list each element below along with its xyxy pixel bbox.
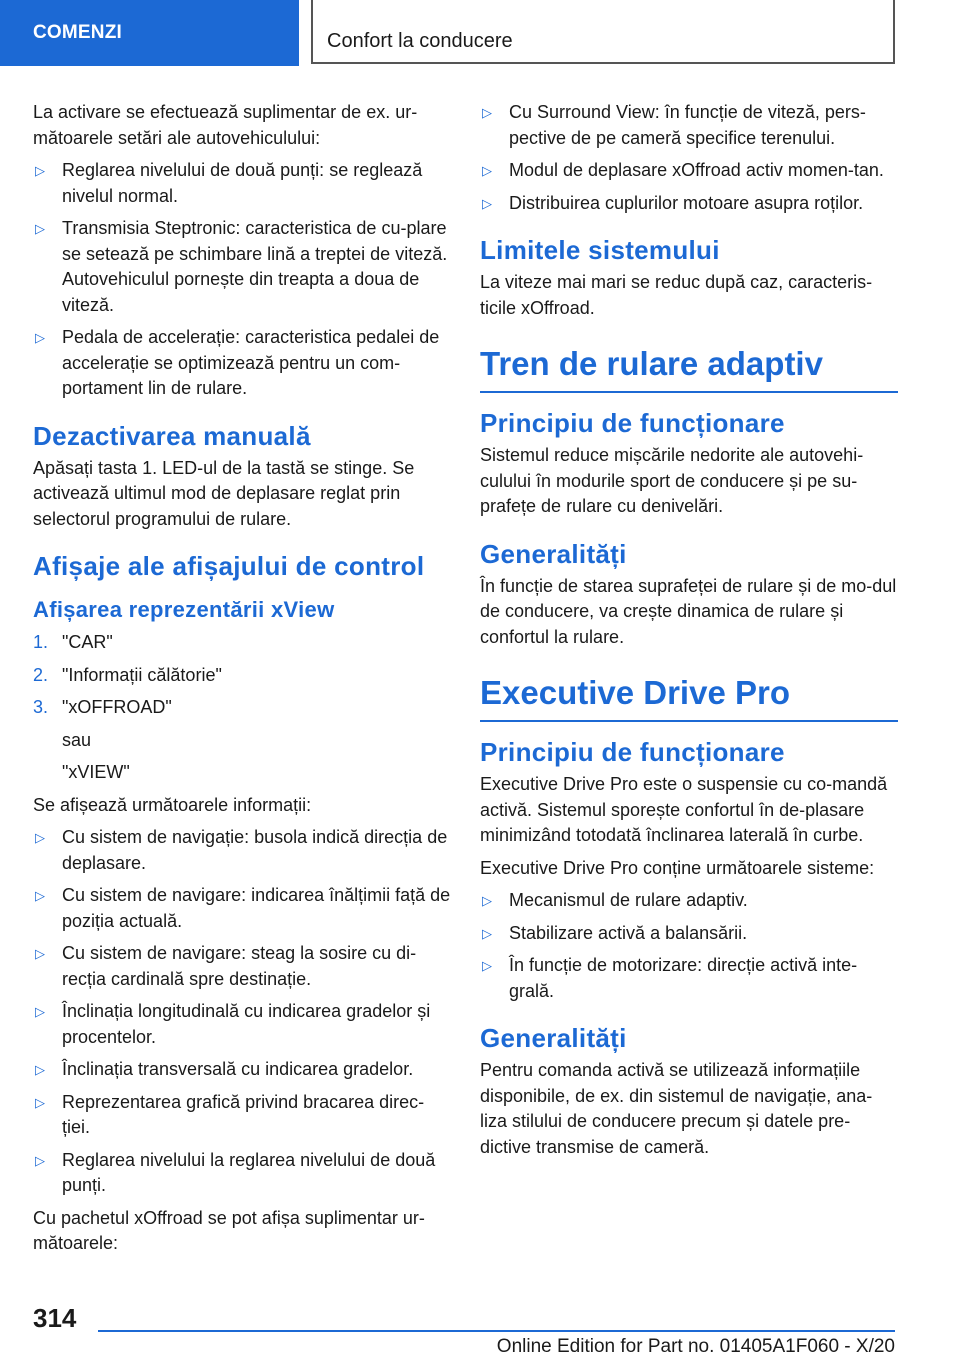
right-column <box>480 100 898 1167</box>
heading-control-display: Afișaje ale afișajului de control <box>33 551 425 581</box>
systems-list <box>480 888 898 1004</box>
list-item: ▷ Transmisia Steptronic: caracteristica de cu-plare se setează pe schimbare lină a treptei de viteză. Autovehiculul pornește din treapta a doua de viteză. <box>35 218 448 315</box>
triangle-bullet-icon: ▷ <box>482 893 492 908</box>
general-1-text: În funcție de starea suprafeței de rulare și de mo-dul de conducere, va crește dinamica de rulare și confortul la rulare. <box>480 575 897 647</box>
list-item: ▷ În funcție de motorizare: direcție activă inte-grală. <box>482 955 858 1001</box>
info-intro: Se afișează următoarele informații: <box>33 794 312 815</box>
heading-principle-1: Principiu de funcționare <box>480 408 785 438</box>
triangle-bullet-icon: ▷ <box>35 830 45 845</box>
list-item: 2. "Informații călătorie" <box>33 664 222 685</box>
heading-general-1: Generalități <box>480 538 627 569</box>
triangle-bullet-icon: ▷ <box>482 195 492 211</box>
list-item: ▷ Modul de deplasare xOffroad activ momen-tan. <box>480 158 898 184</box>
triangle-bullet-icon: ▷ <box>35 1004 45 1019</box>
triangle-bullet-icon: ▷ <box>482 163 492 178</box>
triangle-bullet-icon: ▷ <box>35 330 45 345</box>
activation-settings-list <box>33 158 451 402</box>
chapter-tab[interactable]: Confort la conducere <box>311 0 895 64</box>
page-header <box>0 0 960 66</box>
list-item: ▷ Cu sistem de navigare: indicarea înălțimii față de poziția actuală. <box>35 885 451 931</box>
list-item: ▷ Înclinația transversală cu indicarea gradelor. <box>33 1057 451 1083</box>
principle-1-text: Sistemul reduce mișcările nedorite ale autovehi-culului în modurile sport de conducere și pe su-prafețe de rulare cu denivelări. <box>480 445 864 516</box>
list-item: ▷ Cu Surround View: în funcție de viteză, pers-pective de pe cameră specifice terenului. <box>482 102 866 148</box>
triangle-bullet-icon: ▷ <box>35 1062 45 1077</box>
triangle-bullet-icon: ▷ <box>35 1094 45 1110</box>
or-word: sau <box>62 729 92 750</box>
triangle-bullet-icon: ▷ <box>35 163 45 178</box>
triangle-bullet-icon: ▷ <box>35 946 45 961</box>
section-tab[interactable]: COMENZI <box>0 0 299 66</box>
list-item: ▷ Stabilizare activă a balansării. <box>480 921 898 947</box>
heading-system-limits: Limitele sistemului <box>480 235 720 265</box>
list-item: 1. "CAR" <box>33 632 113 652</box>
heading-manual-deactivation: Dezactivarea manuală <box>33 420 311 451</box>
xoffroad-outro: Cu pachetul xOffroad se pot afișa suplimentar ur-mătoarele: <box>33 1207 425 1253</box>
triangle-bullet-icon: ▷ <box>482 105 492 120</box>
left-column <box>33 100 451 1264</box>
systems-intro: Executive Drive Pro conține următoarele sisteme: <box>480 857 875 878</box>
xoffroad-extras-list <box>480 100 898 216</box>
list-item: ▷ Mecanismul de rulare adaptiv. <box>480 888 898 914</box>
footer-divider <box>98 1330 895 1332</box>
list-item: ▷ Reglarea nivelului de două punți: se reglează nivelul normal. <box>35 160 423 206</box>
heading-adaptive-suspension: Tren de rulare adaptiv <box>480 343 898 393</box>
heading-xview-display: Afișarea reprezentării xView <box>33 597 335 622</box>
list-item: ▷ Cu sistem de navigație: busola indică direcția de deplasare. <box>35 827 448 873</box>
list-item: ▷ Înclinația longitudinală cu indicarea gradelor și procentelor. <box>35 1001 431 1047</box>
intro-paragraph: La activare se efectuează suplimentar de ex. ur-mătoarele setări ale autovehiculului: <box>33 102 418 148</box>
triangle-bullet-icon: ▷ <box>482 925 492 941</box>
system-limits-text: La viteze mai mari se reduc după caz, caracteris-ticile xOffroad. <box>480 272 873 318</box>
triangle-bullet-icon: ▷ <box>482 958 492 973</box>
display-options-list <box>33 630 451 721</box>
heading-general-2: Generalități <box>480 1023 627 1053</box>
general-2-text: Pentru comanda activă se utilizează informațiile disponibile, de ex. din sistemul de navigație, ana-liza stilului de conducere precum și datele pre-dictive transmise de cameră. <box>480 1060 873 1157</box>
list-item: ▷ Distribuirea cuplurilor motoare asupra roților. <box>480 191 898 217</box>
xview-item: "xVIEW" <box>62 762 130 782</box>
triangle-bullet-icon: ▷ <box>35 888 45 903</box>
triangle-bullet-icon: ▷ <box>35 221 45 236</box>
principle-2-text: Executive Drive Pro este o suspensie cu co-mandă activă. Sistemul sporește confortul în de-plasare minimizând totodată înclinarea laterală în curbe. <box>480 774 888 845</box>
list-item: ▷ Reglarea nivelului la reglarea nivelului de două punți. <box>35 1149 436 1195</box>
heading-executive-drive-pro: Executive Drive Pro <box>480 672 898 722</box>
footer-edition: Online Edition for Part no. 01405A1F060 - X/20 <box>496 1336 895 1357</box>
list-item: ▷ Reprezentarea grafică privind bracarea direc-ției. <box>35 1091 425 1137</box>
list-item: 3. "xOFFROAD" <box>33 697 172 717</box>
displayed-info-list <box>33 825 451 1199</box>
manual-deactivation-text: Apăsați tasta 1. LED-ul de la tastă se stinge. Se activează ultimul mod de deplasare reglat prin selectorul programului de rulare. <box>33 457 415 529</box>
heading-principle-2: Principiu de funcționare <box>480 737 785 767</box>
triangle-bullet-icon: ▷ <box>35 1152 45 1168</box>
list-item: ▷ Cu sistem de navigare: steag la sosire cu di-recția cardinală spre destinație. <box>35 943 417 989</box>
list-item: ▷ Pedala de accelerație: caracteristica pedalei de accelerație se optimizează pentru un com-portament lin de rulare. <box>35 327 440 398</box>
page-number: 314 <box>33 1303 77 1333</box>
